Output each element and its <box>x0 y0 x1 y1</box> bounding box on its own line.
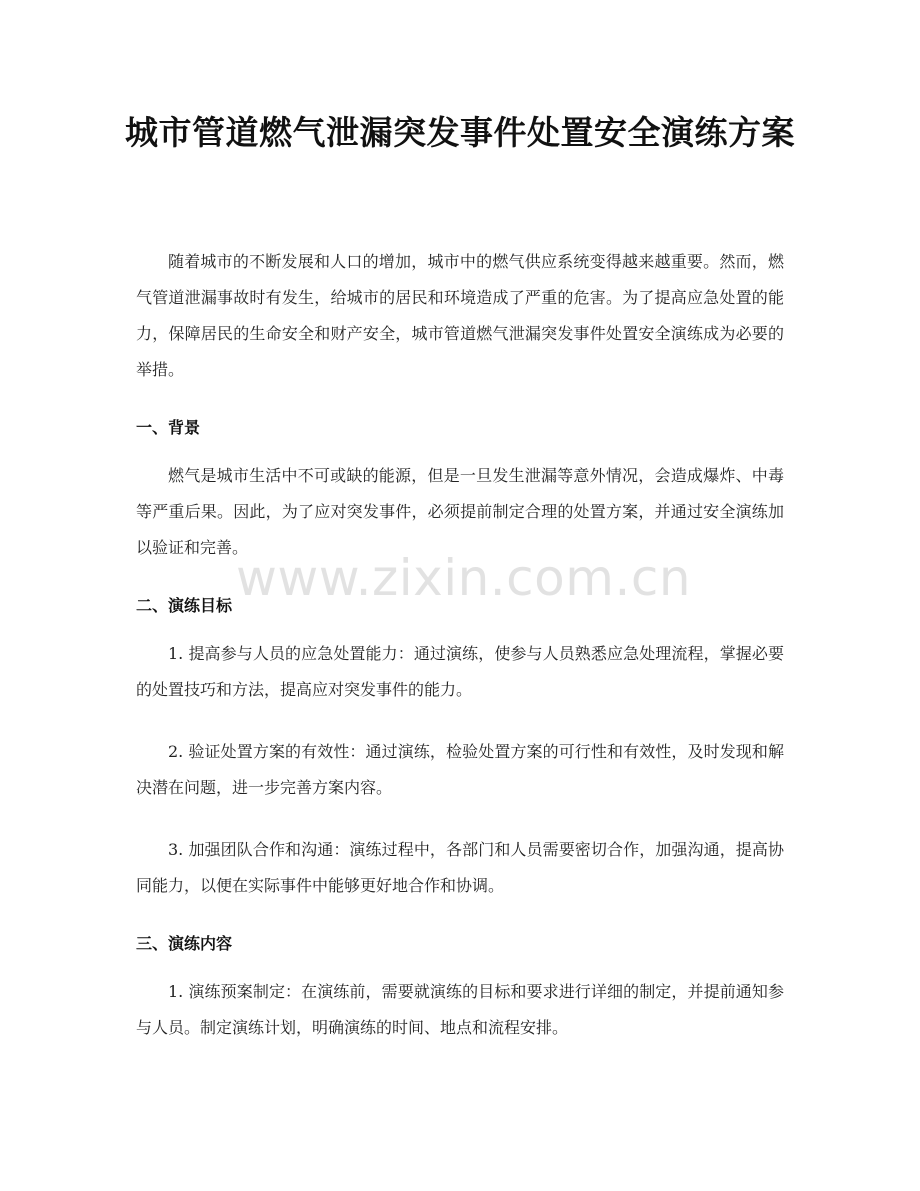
goal-item-3: 3. 加强团队合作和沟通：演练过程中，各部门和人员需要密切合作，加强沟通，提高协同能力，以便在实际事件中能够更好地合作和协调。 <box>136 840 784 895</box>
goal-item-2: 2. 验证处置方案的有效性：通过演练，检验处置方案的可行性和有效性，及时发现和解决潜在问题，进一步完善方案内容。 <box>136 742 784 797</box>
section-heading-goals: 二、演练目标 <box>136 596 233 615</box>
section-heading-content: 三、演练内容 <box>136 934 233 953</box>
document-title: 城市管道燃气泄漏突发事件处置安全演练方案 <box>125 113 795 152</box>
background-paragraph: 燃气是城市生活中不可或缺的能源，但是一旦发生泄漏等意外情况，会造成爆炸、中毒等严重后果。因此，为了应对突发事件，必须提前制定合理的处置方案，并通过安全演练加以验证和完善。 <box>136 466 784 557</box>
document-body <box>136 244 784 1072</box>
watermark: www.zixin.com.cn <box>236 549 692 607</box>
section-heading-background: 一、背景 <box>136 418 201 437</box>
goal-item-1: 1. 提高参与人员的应急处置能力：通过演练，使参与人员熟悉应急处理流程，掌握必要的处置技巧和方法，提高应对突发事件的能力。 <box>136 644 784 699</box>
intro-paragraph: 随着城市的不断发展和人口的增加，城市中的燃气供应系统变得越来越重要。然而，燃气管道泄漏事故时有发生，给城市的居民和环境造成了严重的危害。为了提高应急处置的能力，保障居民的生命安全和财产安全，城市管道燃气泄漏突发事件处置安全演练成为必要的举措。 <box>136 252 784 379</box>
content-item-1: 1. 演练预案制定：在演练前，需要就演练的目标和要求进行详细的制定，并提前通知参与人员。制定演练计划，明确演练的时间、地点和流程安排。 <box>136 982 784 1037</box>
